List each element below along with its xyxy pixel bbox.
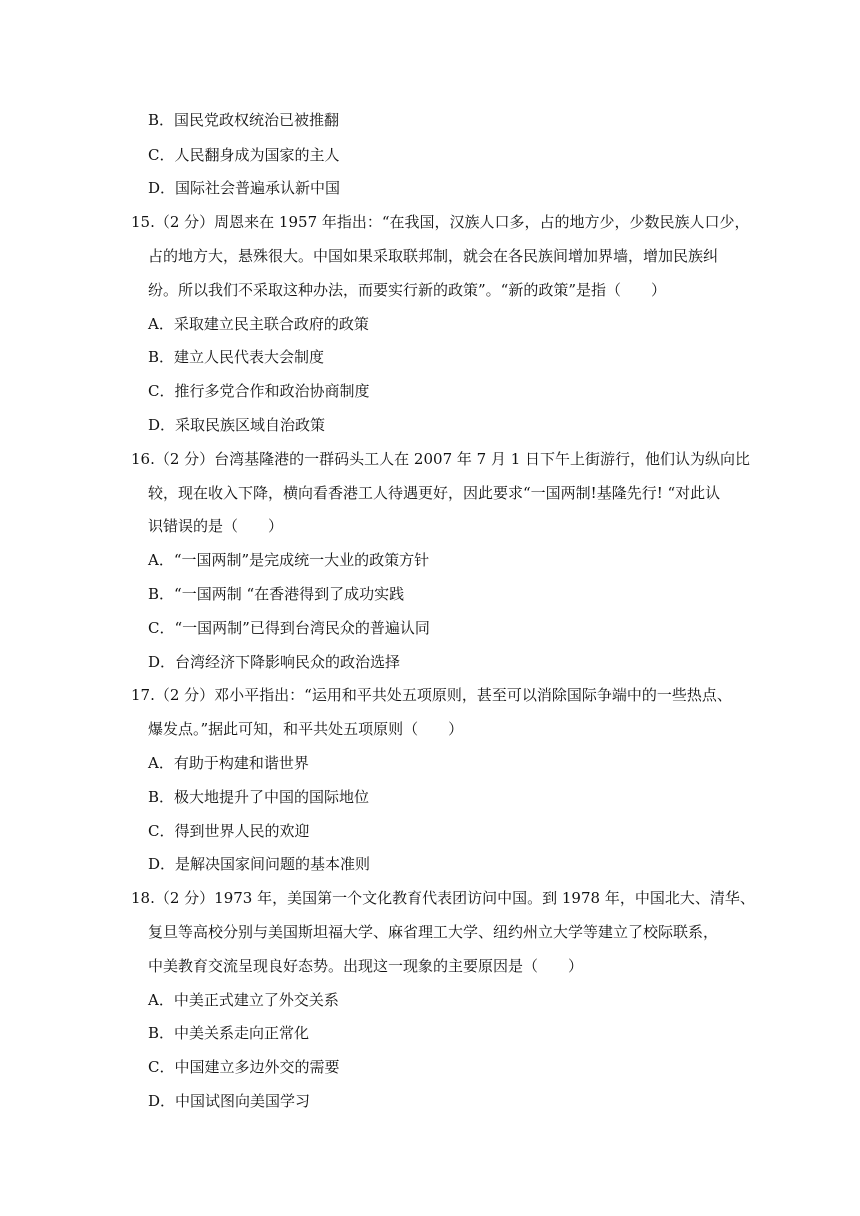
q18-stem-line-2: 复旦等高校分别与美国斯坦福大学、麻省理工大学、纽约州立大学等建立了校际联系， (148, 923, 719, 941)
q16-stem-line-3: 识错误的是（ ） (148, 517, 284, 535)
q18-option-a: A．中美正式建立了外交关系 (148, 991, 339, 1009)
q15-option-d: D．采取民族区域自治政策 (148, 416, 326, 434)
q17-stem-line-2: 爆发点。”据此可知，和平共处五项原则（ ） (148, 720, 464, 738)
q16-option-b: B．“一国两制 “在香港得到了成功实践 (148, 585, 405, 603)
q16-stem-line-2: 较，现在收入下降，横向看香港工人待遇更好，因此要求“一国两制!基隆先行! “对此认 (148, 484, 721, 502)
q17-stem-line-1: 17.（2 分）邓小平指出：“运用和平共处五项原则，甚至可以消除国际争端中的一些热点、 (131, 686, 732, 704)
q17-option-a: A．有助于构建和谐世界 (148, 754, 309, 772)
q18-stem-line-1: 18.（2 分）1973 年，美国第一个文化教育代表团访问中国。到 1978 年，中国北大、清华、 (131, 889, 755, 907)
q18-option-b: B．中美关系走向正常化 (148, 1024, 310, 1042)
q16-option-a: A．“一国两制”是完成统一大业的政策方针 (148, 551, 430, 569)
q15-option-a: A．采取建立民主联合政府的政策 (148, 315, 369, 333)
q16-stem-line-1: 16.（2 分）台湾基隆港的一群码头工人在 2007 年 7 月 1 日下午上街游行，他们认为纵向比 (131, 450, 751, 468)
q14-option-b: B．国民党政权统治已被推翻 (148, 111, 340, 129)
q15-stem-line-3: 纷。所以我们不采取这种办法，而要实行新的政策”。“新的政策”是指（ ） (148, 281, 667, 299)
q15-stem-line-2: 占的地方大，悬殊很大。中国如果采取联邦制，就会在各民族间增加界墙，增加民族纠 (148, 247, 719, 265)
q15-option-b: B．建立人民代表大会制度 (148, 348, 325, 366)
q17-option-b: B．极大地提升了中国的国际地位 (148, 788, 370, 806)
q14-option-c: C．人民翻身成为国家的主人 (148, 146, 340, 164)
q16-option-c: C．“一国两制”已得到台湾民众的普遍认同 (148, 619, 430, 637)
q15-option-c: C．推行多党合作和政治协商制度 (148, 382, 370, 400)
q18-option-d: D．中国试图向美国学习 (148, 1092, 311, 1110)
q18-option-c: C．中国建立多边外交的需要 (148, 1058, 340, 1076)
q14-option-d: D．国际社会普遍承认新中国 (148, 179, 341, 197)
q15-stem-line-1: 15.（2 分）周恩来在 1957 年指出：“在我国，汉族人口多，占的地方少，少数民族人口少， (131, 213, 750, 231)
q17-option-d: D．是解决国家间问题的基本准则 (148, 855, 371, 873)
q18-stem-line-3: 中美教育交流呈现良好态势。出现这一现象的主要原因是（ ） (148, 957, 584, 975)
q17-option-c: C．得到世界人民的欢迎 (148, 822, 310, 840)
q16-option-d: D．台湾经济下降影响民众的政治选择 (148, 653, 401, 671)
